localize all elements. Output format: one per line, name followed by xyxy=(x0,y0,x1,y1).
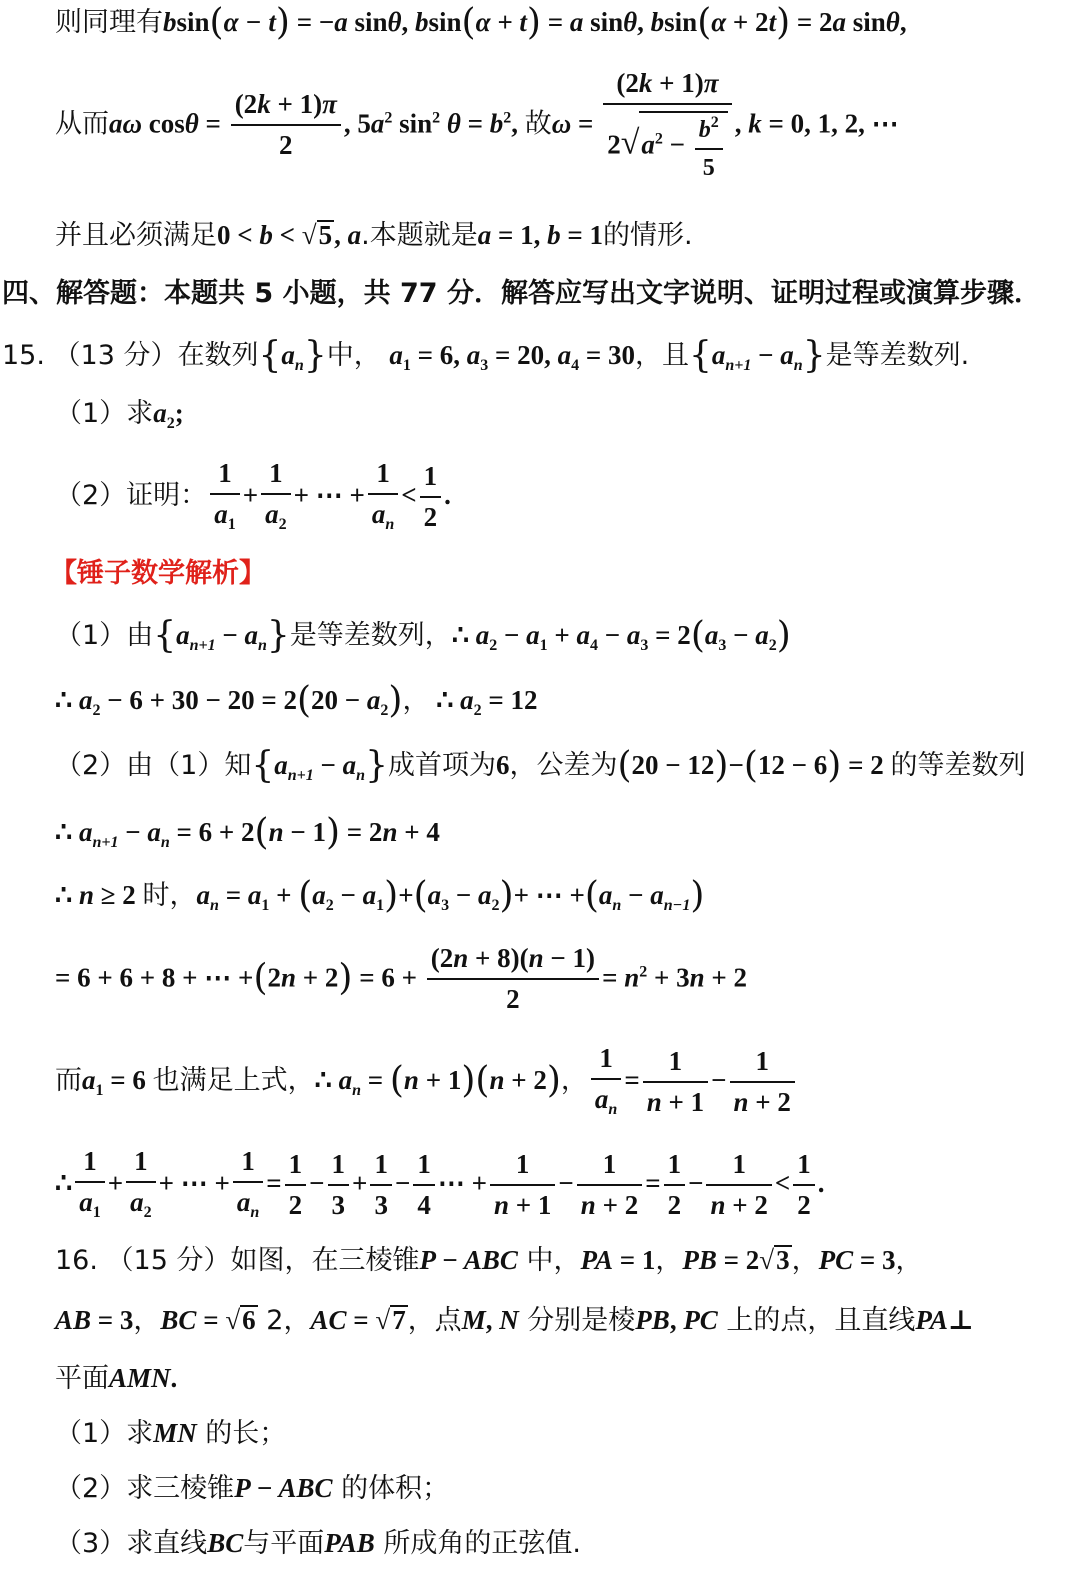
text: 由 xyxy=(126,620,154,651)
text: （2）证明： xyxy=(55,480,208,511)
text: 求直线 xyxy=(126,1528,208,1559)
problem-15: 15. （13 分）在数列$\{a_n\}$中， $a_1 = 6$, $a_3 = 20$, $a_4 = 30$，且$\{a_{n+1} - a_n\}$是等差数列. xyxy=(2,335,970,376)
sol-line-6: = 6 + 6 + 8 + ⋯ +(2n + 2) = 6 + $\frac{(2n + 8)(n - 1)}{2}$ = $n^2 + 3n + 2$ xyxy=(55,943,748,1014)
text: 的情形. xyxy=(602,220,693,251)
text: （2）由（1）知 xyxy=(55,750,252,781)
math: θ xyxy=(387,7,402,37)
section-heading: 四、解答题：本题共 5 小题，共 77 分．解答应写出文字说明、证明过程或演算步骤． xyxy=(2,278,1041,309)
text: ， xyxy=(655,1245,683,1276)
text: ，公差为 xyxy=(509,750,618,781)
text: 的等差数列 xyxy=(890,750,1026,781)
text: 上的点，且直线 xyxy=(726,1305,916,1336)
text: ， xyxy=(895,1245,923,1276)
text: 分别是棱 xyxy=(527,1305,636,1336)
text: 的长； xyxy=(205,1418,287,1449)
text: 求三棱锥 xyxy=(126,1473,235,1504)
text: 并且必须满足 xyxy=(55,220,217,251)
text: （13 分）在数列 xyxy=(53,340,259,371)
math: b xyxy=(163,7,177,37)
text: 是等差数列. xyxy=(825,340,970,371)
text: 成首项为 xyxy=(387,750,496,781)
problem-15-q1: （1）求$a_2$; xyxy=(55,398,184,432)
math: α − t xyxy=(223,7,276,37)
problem-16: 16. （15 分）如图，在三棱锥P − ABC 中，PA = 1，PB = 2√3，PC = 3， xyxy=(55,1245,923,1276)
text: （1）求 xyxy=(55,398,154,429)
line-congerr: 从而aω cosθ = $\frac{(2k + 1)\pi}{2}$ , $5a^2$ $\sin^2 \theta = b^2$, 故ω = (2k + 1)π $2√a^2$ − $\frac{b^2}{5}$ , k = 0, 1, 2, ⋯ xyxy=(55,68,899,181)
text: （1） xyxy=(55,620,127,651)
math: sin xyxy=(176,7,210,37)
sol-line-5: ∴ n ≥ 2 时，$a_n = a_1 + (a_2 - a_1)+(a_3 - a_2)+$ ⋯ $+(a_n - a_{n-1})$ xyxy=(55,875,705,916)
fraction: (2k + 1)π $2√a^2$ − $\frac{b^2}{5}$ xyxy=(603,70,732,180)
text: 故 xyxy=(524,108,552,140)
text: ， xyxy=(560,1065,588,1096)
text: （15 分） xyxy=(106,1245,231,1276)
text: 时， xyxy=(142,880,197,911)
text: ， xyxy=(402,685,430,716)
line-tongli: 则同理有bsin(α − t) = −a sinθ, bsin(α + t) = a sinθ, bsin(α + 2t) = 2a sinθ, xyxy=(55,2,907,43)
text: 则同理有 xyxy=(55,7,163,38)
problem-16-line2: AB = 3，BC = √6 2，AC = √7，点M, N 分别是棱PB, PC 上的点，且直线PA⊥ xyxy=(55,1305,974,1336)
text: ， xyxy=(133,1305,161,1336)
text: 的体积； xyxy=(341,1473,450,1504)
math: a xyxy=(334,7,348,37)
text: （3） xyxy=(55,1528,127,1559)
line-binqie: 并且必须满足0 < b < √5, a.本题就是a = 1, b = 1的情形. xyxy=(55,220,693,251)
text: 而 xyxy=(55,1065,82,1096)
text: ， xyxy=(283,1305,311,1336)
problem-16-line3: 平面AMN. xyxy=(55,1363,178,1394)
text: 从而 xyxy=(55,108,109,140)
text: 与平面 xyxy=(243,1528,325,1559)
math: = − xyxy=(289,7,335,37)
text: 是等差数列， xyxy=(289,620,452,651)
problem-number: 15. xyxy=(2,340,45,371)
text: ，点 xyxy=(407,1305,462,1336)
sol-line-7: 而$a_1 = 6$ 也满足上式，∴ $a_n = (n + 1)(n + 2)$， $\frac{1}{a_n}$ = $\frac{1}{n + 1}$ − $\frac{1}{n + 2}$ xyxy=(55,1045,798,1118)
text: 中， xyxy=(326,340,381,371)
problem-16-q3: （3）求直线BC与平面PAB 所成角的正弦值. xyxy=(55,1528,581,1559)
sol-line-8: ∴ $\frac{1}{a_1}$ + $\frac{1}{a_2}$ + ⋯ + $\frac{1}{a_n}$ = $\frac{1}{2}$ − $\frac{1}{3}$ + $\frac{1}{3}$ − $\frac{1}{4}$ ⋯ + $\frac{1}{n + 1}$ − $\frac{1}{n + 2}$ = $\frac{1}{2}$ − $\frac{1}{n + 2}$ < $\frac{1}{2}$ . xyxy=(55,1146,825,1221)
text: 如图，在三棱锥 xyxy=(230,1245,420,1276)
text: ，且 xyxy=(634,340,689,371)
text: 所成角的正弦值. xyxy=(383,1528,581,1559)
sol-line-4: ∴ $a_{n+1} - a_n = 6 + 2(n - 1) = 2n + 4$ xyxy=(55,812,440,853)
problem-16-q1: （1）求MN 的长； xyxy=(55,1418,287,1449)
sol-line-3: （2）由（1）知$\{a_{n+1} - a_n\}$成首项为6，公差为(20 − 12)−(12 − 6) = 2 的等差数列 xyxy=(55,745,1026,786)
sol-line-1: （1）由$\{a_{n+1} - a_n\}$是等差数列，∴ $a_2 - a_1 + a_4 - a_3 = 2(a_3 - a_2)$ xyxy=(55,615,791,656)
text: （1）求 xyxy=(55,1418,154,1449)
text: 平面 xyxy=(55,1363,109,1394)
text: 中， xyxy=(526,1245,581,1276)
text: .本题就是 xyxy=(361,220,478,251)
text: ， xyxy=(791,1245,819,1276)
text: 也满足上式， xyxy=(152,1065,315,1096)
problem-15-q2: （2）证明： $\frac{1}{a_1}$ + $\frac{1}{a_2}$ + ⋯ + $\frac{1}{a_n}$ < $\frac{1}{2}$ . xyxy=(55,458,451,533)
fraction: $\frac{(2k + 1)\pi}{2}$ xyxy=(231,91,341,159)
problem-number: 16. xyxy=(55,1245,98,1276)
text: （2） xyxy=(55,1473,127,1504)
analysis-title: 【锤子数学解析】 xyxy=(50,558,266,589)
math: sin xyxy=(347,7,388,37)
sol-line-2: ∴ $a_2 - 6 + 30 - 20 = 2(20 - a_2)$， ∴ $a_2 = 12$ xyxy=(55,680,538,721)
problem-16-q2: （2）求三棱锥P − ABC 的体积； xyxy=(55,1473,450,1504)
